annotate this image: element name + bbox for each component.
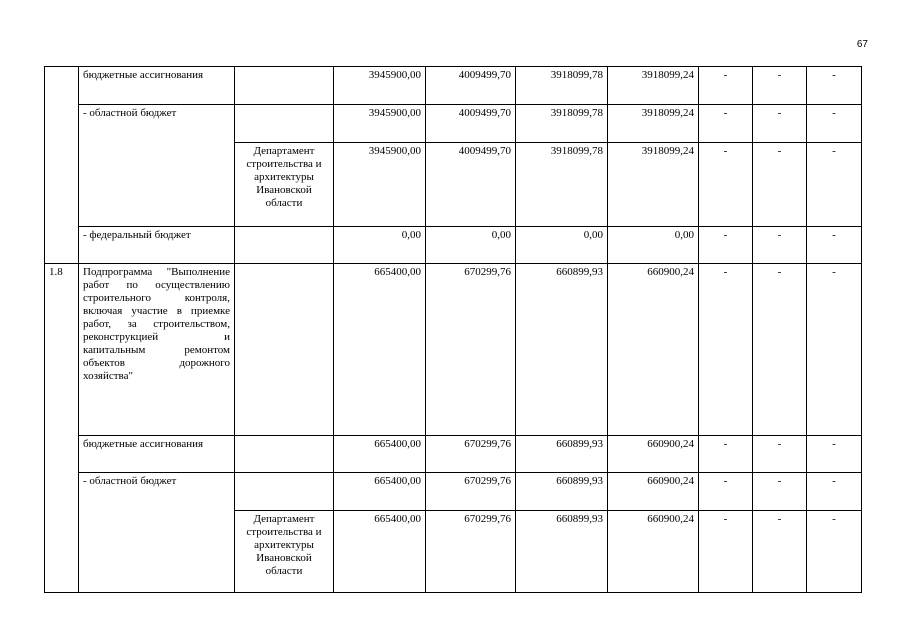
value-cell: 0,00 [608,227,699,264]
value-cell: 3918099,24 [608,67,699,105]
value-cell: 660900,24 [608,473,699,511]
value-cell: - [807,436,862,473]
value-cell: - [753,67,807,105]
table-row [45,105,862,143]
value-cell: - [699,143,753,227]
org-cell [235,105,334,143]
value-cell: - [807,511,862,593]
value-cell: - [753,473,807,511]
row-index-cell [45,67,79,264]
value-cell: - [699,473,753,511]
value-cell: 3918099,78 [516,67,608,105]
org-cell [235,436,334,473]
table-row [45,67,862,105]
value-cell: - [699,105,753,143]
value-cell: 660899,93 [516,436,608,473]
value-cell: 670299,76 [426,436,516,473]
value-cell: - [699,436,753,473]
value-cell: 0,00 [516,227,608,264]
value-cell: 4009499,70 [426,105,516,143]
value-cell: 660900,24 [608,511,699,593]
org-cell: Департамент строительства и архитектуры Ивановской области [235,511,334,593]
value-cell: - [699,511,753,593]
org-cell: Департамент строительства и архитектуры Ивановской области [235,143,334,227]
value-cell: 3945900,00 [334,105,426,143]
value-cell: 665400,00 [334,473,426,511]
value-cell: 3918099,24 [608,143,699,227]
value-cell: 665400,00 [334,264,426,436]
org-cell [235,67,334,105]
row-label-cell: Подпрограмма "Выполнение работ по осуществлению строительного контроля, включая участие в приемке работ, за строительством, реконструкцией и капитальным ремонтом объектов дорожного хозяйства" [79,264,235,436]
row-label-cell: бюджетные ассигнования [79,436,235,473]
value-cell: - [807,105,862,143]
value-cell: - [699,264,753,436]
value-cell: - [753,227,807,264]
value-cell: - [753,143,807,227]
value-cell: 4009499,70 [426,143,516,227]
value-cell: - [807,143,862,227]
value-cell: 3918099,24 [608,105,699,143]
value-cell: 670299,76 [426,264,516,436]
row-label-cell: - областной бюджет [79,473,235,593]
row-label-cell: бюджетные ассигнования [79,67,235,105]
table-row [45,264,862,436]
row-label-cell: - федеральный бюджет [79,227,235,264]
value-cell: 3918099,78 [516,105,608,143]
table-row [45,227,862,264]
org-cell [235,264,334,436]
value-cell: 660899,93 [516,264,608,436]
value-cell: 665400,00 [334,436,426,473]
value-cell: 670299,76 [426,473,516,511]
value-cell: 670299,76 [426,511,516,593]
row-label-cell: - областной бюджет [79,105,235,227]
value-cell: - [753,264,807,436]
value-cell: - [699,227,753,264]
value-cell: - [753,105,807,143]
value-cell: 3945900,00 [334,143,426,227]
value-cell: 3918099,78 [516,143,608,227]
value-cell: - [807,67,862,105]
value-cell: - [699,67,753,105]
value-cell: 660900,24 [608,436,699,473]
value-cell: 665400,00 [334,511,426,593]
value-cell: 660899,93 [516,511,608,593]
value-cell: 0,00 [426,227,516,264]
value-cell: 4009499,70 [426,67,516,105]
budget-table [44,66,862,593]
page-number: 67 [856,39,868,50]
value-cell: - [807,227,862,264]
org-cell [235,473,334,511]
value-cell: - [807,473,862,511]
value-cell: - [753,436,807,473]
value-cell: 0,00 [334,227,426,264]
table-row [45,473,862,511]
value-cell: 3945900,00 [334,67,426,105]
value-cell: - [807,264,862,436]
row-index-cell: 1.8 [45,264,79,593]
table-row [45,436,862,473]
org-cell [235,227,334,264]
value-cell: 660899,93 [516,473,608,511]
value-cell: 660900,24 [608,264,699,436]
value-cell: - [753,511,807,593]
